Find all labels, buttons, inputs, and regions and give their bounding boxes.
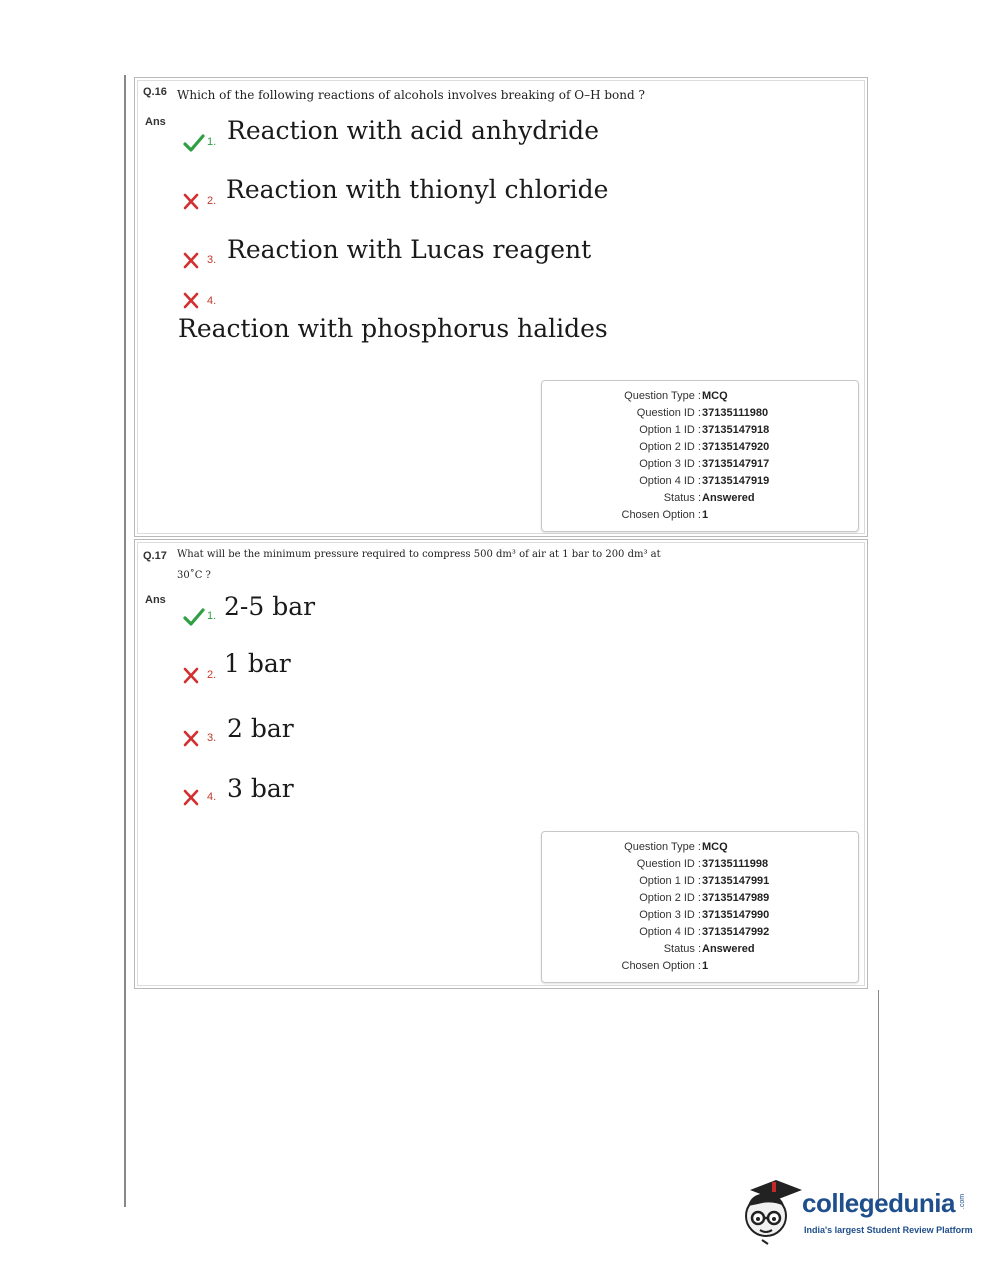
question-number: Q.17 — [143, 550, 167, 562]
cross-icon — [183, 252, 199, 269]
question-meta-panel-17 — [541, 831, 859, 983]
cross-icon — [183, 292, 199, 309]
meta-question-id: Question ID : 37135111980 — [636, 407, 769, 419]
option-text: 1 bar — [224, 649, 291, 678]
answer-label: Ans — [145, 116, 166, 128]
option-number: 4. — [207, 791, 217, 803]
option-text: Reaction with thionyl chloride — [226, 175, 609, 204]
check-icon — [183, 608, 205, 626]
option-text: 3 bar — [227, 774, 294, 803]
option-number: 2. — [207, 669, 217, 681]
meta-option-3-id: Option 3 ID : 37135147990 — [639, 909, 770, 921]
page-left-rule — [124, 75, 126, 1207]
mascot-icon — [742, 1176, 804, 1246]
question-meta-panel-16 — [541, 380, 859, 532]
option-text: Reaction with Lucas reagent — [227, 235, 592, 264]
meta-chosen-option: Chosen Option : 1 — [621, 960, 709, 972]
question-text: Which of the following reactions of alcohols involves breaking of O–H bond ? — [177, 88, 645, 102]
option-number: 2. — [207, 195, 217, 207]
option-text: 2 bar — [227, 714, 294, 743]
cross-icon — [183, 789, 199, 806]
meta-option-4-id: Option 4 ID : 37135147919 — [639, 475, 770, 487]
option-text: Reaction with acid anhydride — [227, 116, 599, 145]
collegedunia-logo — [742, 1176, 972, 1246]
option-number: 1. — [207, 610, 217, 622]
option-text: 2-5 bar — [224, 592, 316, 621]
meta-status: Status : Answered — [663, 492, 755, 504]
meta-option-1-id: Option 1 ID : 37135147918 — [639, 424, 770, 436]
question-text-line2: 30˚C ? — [177, 570, 211, 581]
option-number: 4. — [207, 295, 217, 307]
meta-question-type: Question Type : MCQ — [624, 390, 728, 402]
cross-icon — [183, 193, 199, 210]
meta-option-1-id: Option 1 ID : 37135147991 — [639, 875, 770, 887]
meta-option-2-id: Option 2 ID : 37135147989 — [639, 892, 770, 904]
answer-label: Ans — [145, 594, 166, 606]
logo-suffix: .com — [959, 1193, 967, 1210]
check-icon — [183, 134, 205, 152]
question-text: What will be the minimum pressure required to compress 500 dm³ of air at 1 bar to 200 dm³ at — [177, 549, 661, 560]
option-text: Reaction with phosphorus halides — [178, 314, 608, 343]
logo-wordmark: collegedunia — [802, 1188, 955, 1218]
option-number: 3. — [207, 254, 217, 266]
question-number: Q.16 — [143, 86, 167, 98]
meta-option-2-id: Option 2 ID : 37135147920 — [639, 441, 770, 453]
option-number: 1. — [207, 136, 217, 148]
meta-question-type: Question Type : MCQ — [624, 841, 728, 853]
meta-status: Status : Answered — [663, 943, 755, 955]
meta-chosen-option: Chosen Option : 1 — [621, 509, 709, 521]
cross-icon — [183, 667, 199, 684]
logo-tagline: India's largest Student Review Platform — [804, 1225, 973, 1235]
cross-icon — [183, 730, 199, 747]
option-number: 3. — [207, 732, 217, 744]
meta-option-3-id: Option 3 ID : 37135147917 — [639, 458, 770, 470]
meta-option-4-id: Option 4 ID : 37135147992 — [639, 926, 770, 938]
meta-question-id: Question ID : 37135111998 — [636, 858, 769, 870]
